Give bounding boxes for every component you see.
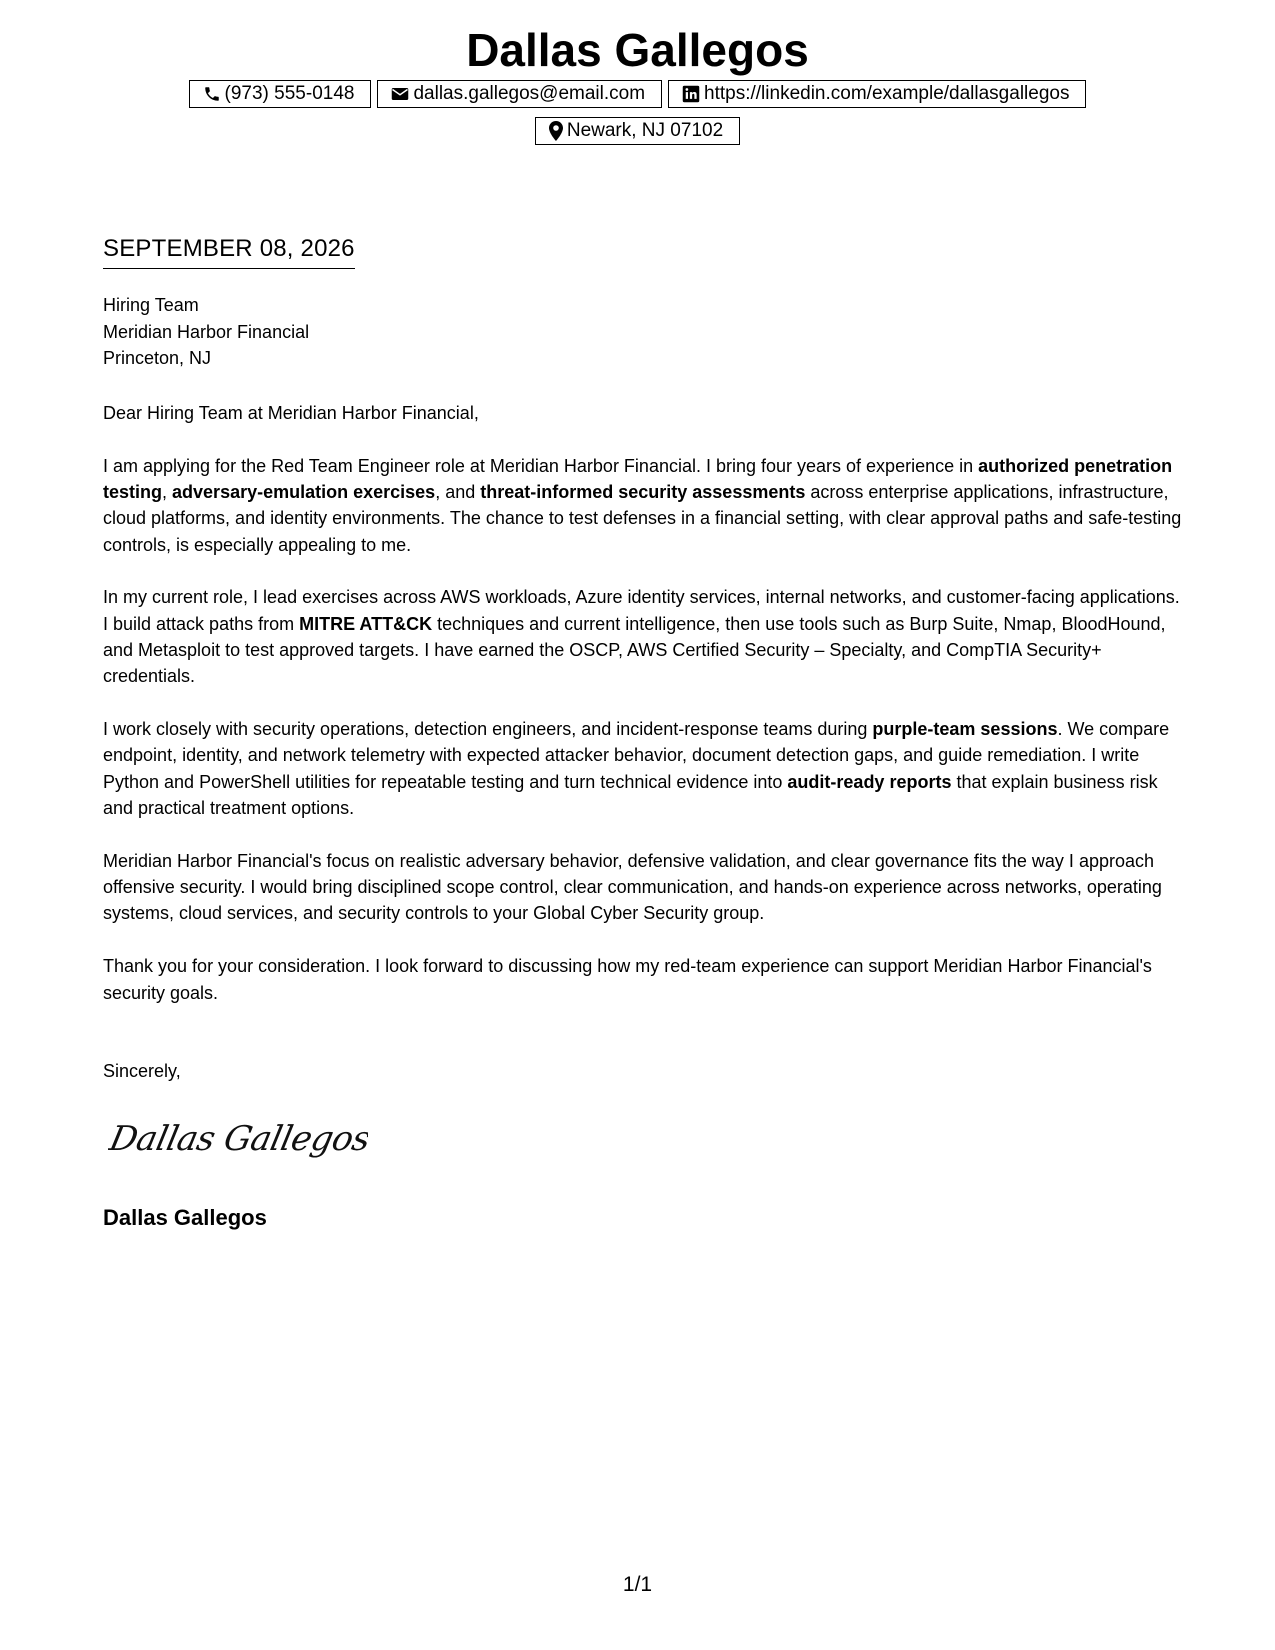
linkedin-text: https://linkedin.com/example/dallasgallegos — [704, 83, 1070, 104]
phone-icon — [203, 85, 221, 103]
contact-row-location — [0, 117, 1275, 145]
letter-body — [103, 400, 1183, 1032]
text-run: Meridian Harbor Financial's focus on realistic adversary behavior, defensive validation, and clear governance fits the way I approach offensive security. I would bring disciplined scope control, clear communication, and hands-on experience across networks, operating systems, cloud services, and security controls to your Global Cyber Security group. — [103, 850, 1162, 924]
text-run: , — [162, 482, 173, 503]
email-chip[interactable] — [377, 80, 662, 108]
body-paragraph — [103, 584, 1183, 689]
text-run: across enterprise applications, infrastructure, cloud platforms, and identity environments. The chance to test defenses in a financial setting, with clear approval paths and safe-testing controls, is especially appealing to me. — [103, 482, 1182, 555]
recipient-block — [103, 292, 309, 372]
phone-text: (973) 555-0148 — [224, 83, 355, 104]
recipient-line: Hiring Team — [103, 295, 199, 315]
body-paragraph — [103, 453, 1183, 558]
text-run: that explain business risk and practical treatment options. — [103, 771, 1158, 819]
text-run: In my current role, I lead exercises across AWS workloads, Azure identity services, internal networks, and customer-facing applications. I build attack paths from — [103, 587, 1180, 634]
linkedin-icon — [682, 85, 700, 103]
recipient-company: Meridian Harbor Financial — [103, 321, 310, 342]
linkedin-chip[interactable] — [668, 80, 1086, 108]
emphasized-text: audit-ready reports — [787, 771, 952, 792]
recipient-location: Princeton, NJ — [103, 348, 212, 368]
body-paragraph — [103, 716, 1183, 821]
letter-date: SEPTEMBER 08, 2026 — [103, 234, 355, 269]
location-text: Newark, NJ 07102 — [566, 120, 724, 141]
map-marker-icon — [549, 121, 563, 141]
text-run: Thank you for your consideration. I look forward to discussing how my red-team experience can support Meridian Harbor Financial's security goals. — [103, 956, 1152, 1003]
emphasized-text: authorized penetration testing — [103, 455, 1173, 503]
email-text: dallas.gallegos@email.com — [413, 83, 646, 104]
contact-row — [0, 80, 1275, 108]
body-paragraph — [103, 848, 1183, 927]
closing: Sincerely, — [103, 1061, 181, 1081]
text-run: , and — [435, 482, 481, 503]
signer-name: Dallas Gallegos — [103, 1205, 267, 1230]
text-run: I work closely with security operations, detection engineers, and incident-response teams during — [103, 719, 873, 740]
location-chip — [535, 117, 740, 145]
text-run: . We compare endpoint, identity, and network telemetry with expected attacker behavior, document detection gaps, and guide remediation. I write Python and PowerShell utilities for repeatable testing and turn technical evidence into — [103, 719, 1170, 792]
svg-text:Dallas Gallegos: Dallas Gallegos — [108, 1119, 368, 1159]
salutation: Dear Hiring Team at Meridian Harbor Financial, — [103, 403, 479, 423]
page-number: 1/1 — [622, 1573, 653, 1596]
emphasized-text: purple-team sessions — [872, 719, 1058, 740]
text-run: I am applying for the Red Team Engineer role at Meridian Harbor Financial. I bring four years of experience in — [103, 455, 979, 476]
handwritten-signature — [108, 1112, 368, 1168]
body-paragraph — [103, 953, 1183, 1006]
body-paragraphs — [103, 453, 1183, 1006]
emphasized-text: adversary-emulation exercises — [172, 482, 436, 503]
phone-chip[interactable] — [189, 80, 372, 108]
applicant-name: Dallas Gallegos — [466, 24, 809, 76]
envelope-icon — [391, 86, 409, 102]
emphasized-text: MITRE ATT&CK — [299, 613, 433, 634]
text-run: techniques and current intelligence, then use tools such as Burp Suite, Nmap, BloodHound, and Metasploit to test approved targets. I have earned the OSCP, AWS Certified Security – Specialty, and CompTIA Security+ credentials. — [103, 613, 1166, 687]
emphasized-text: threat-informed security assessments — [480, 482, 806, 503]
